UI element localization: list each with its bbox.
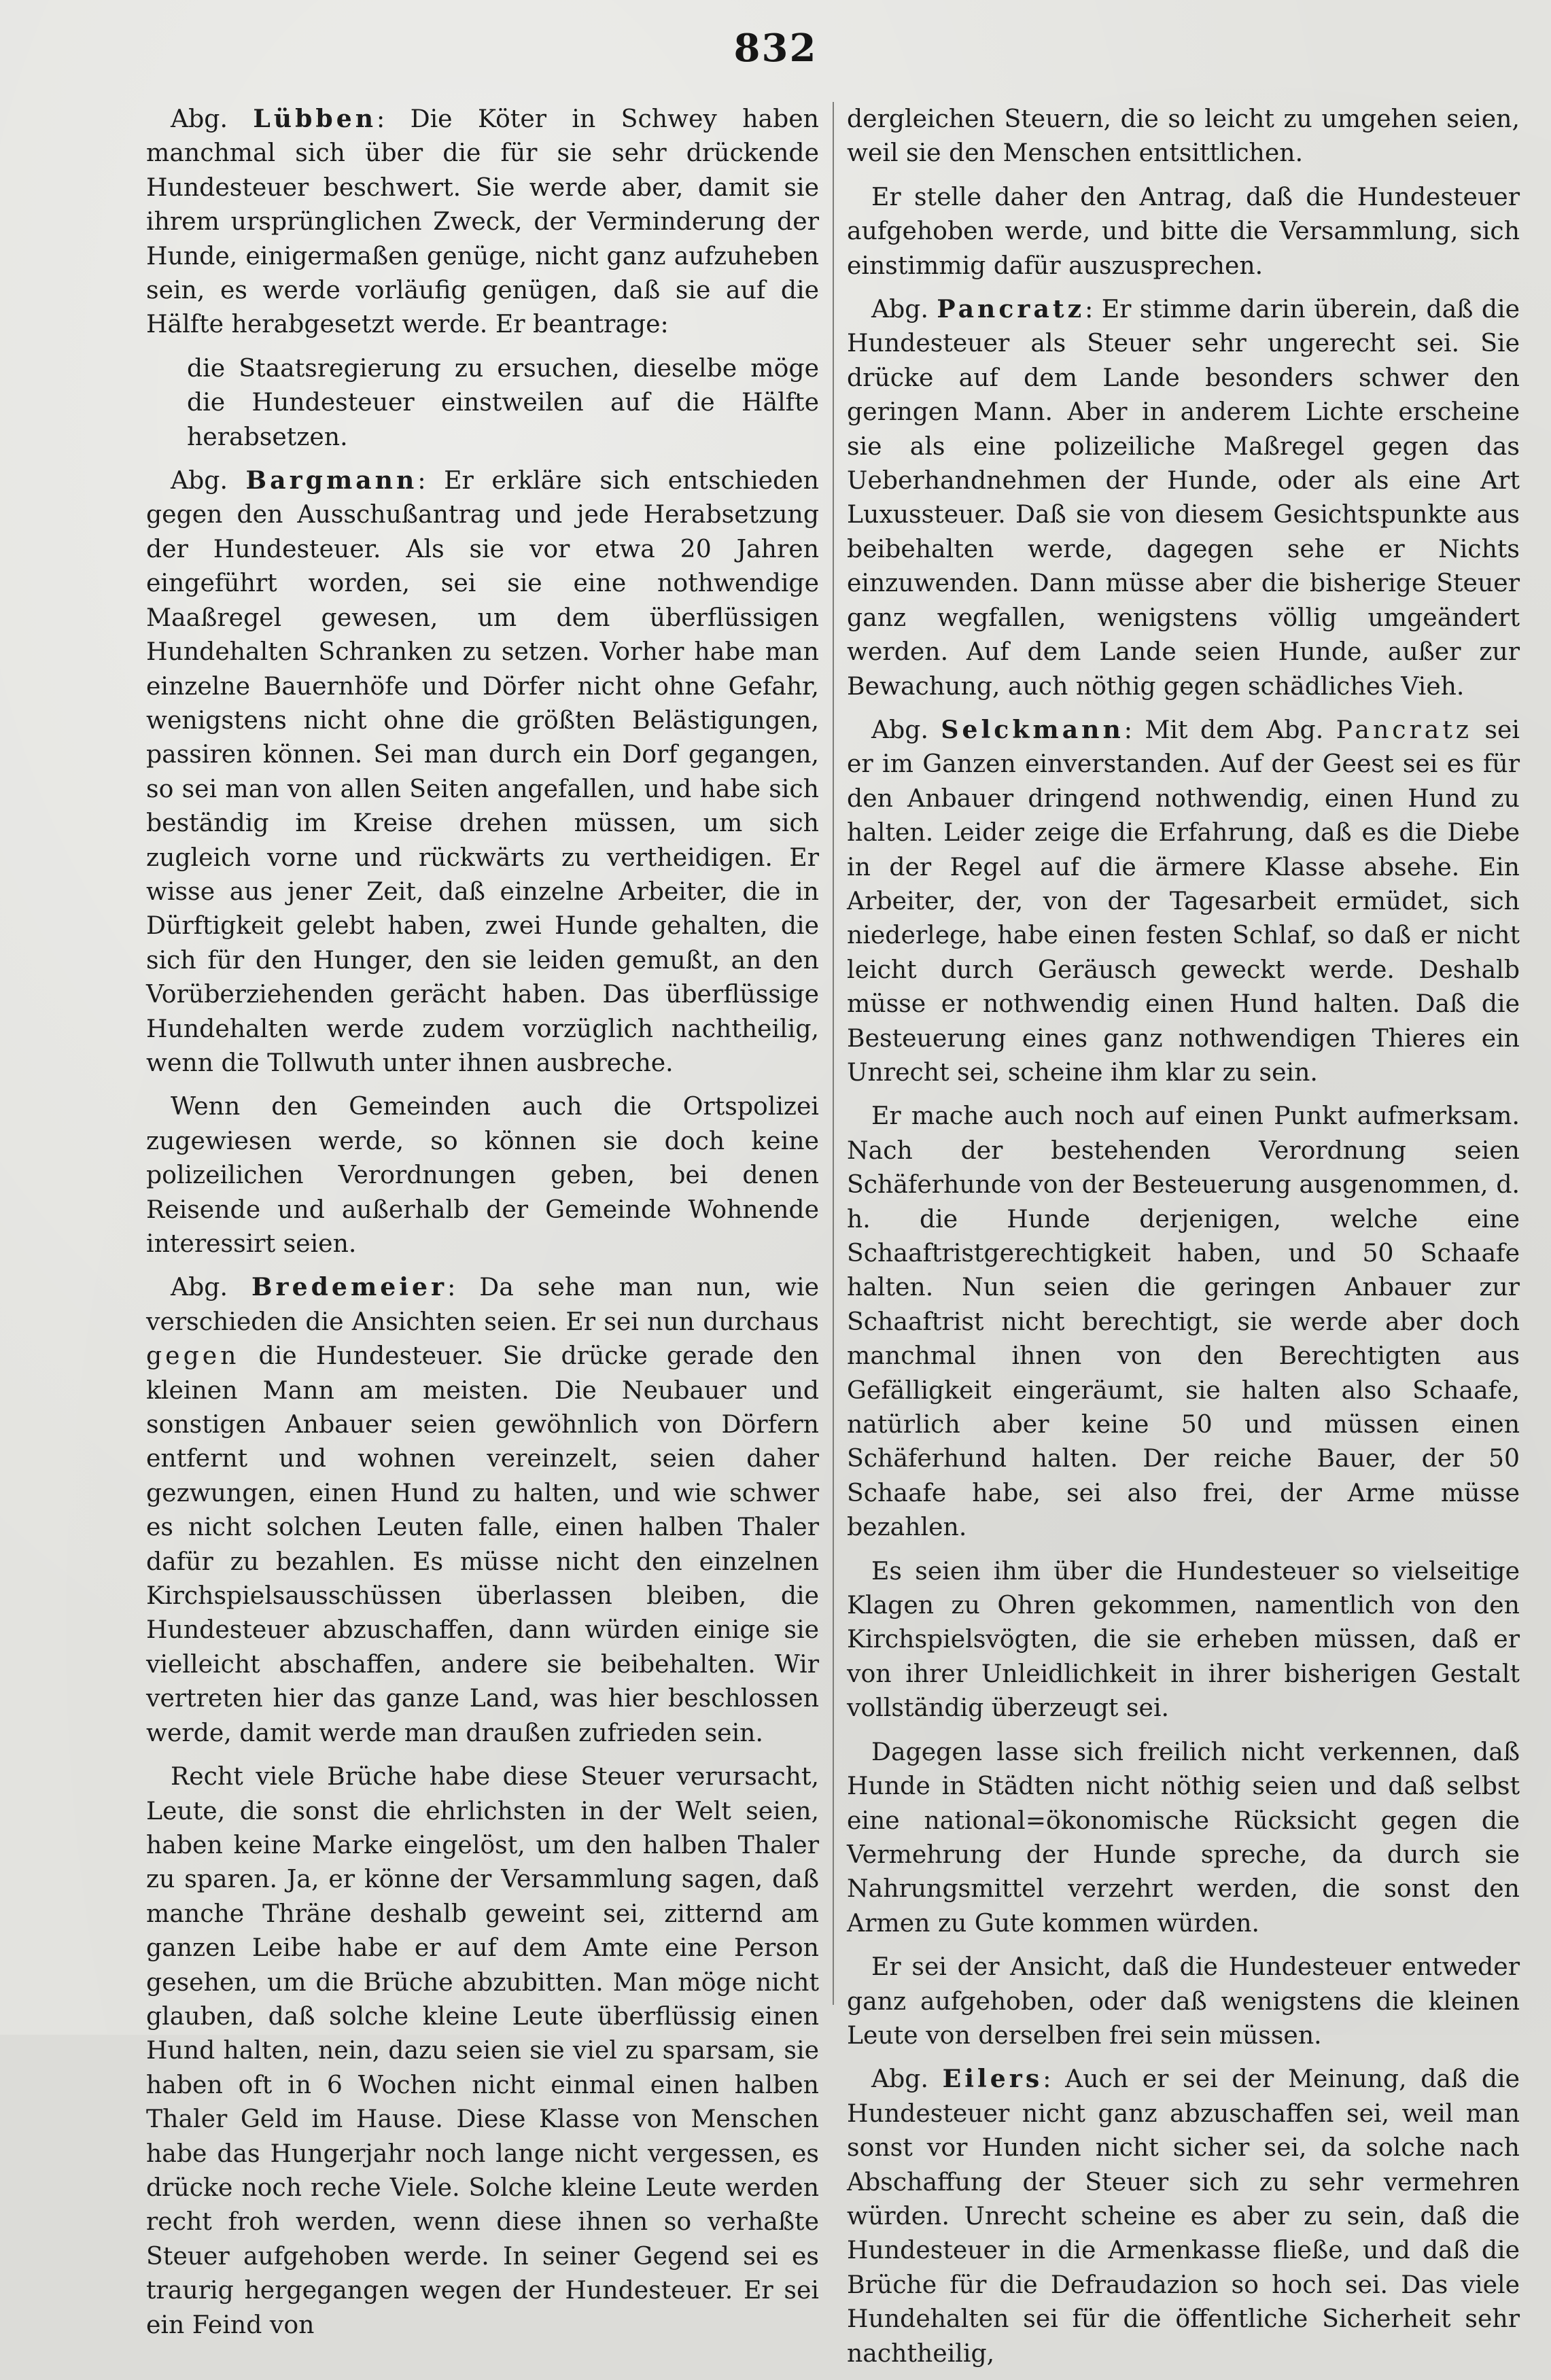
paragraph-text: : Er erkläre sich entschieden gegen den Ausschußantrag und jede Herabsetzung der Hundesteuer. Als sie vor etwa 20 Jahren eingeführt worden, sei sie eine nothwendige Maaßregel gewesen, um dem überflüssigen Hundehalten Schranken zu setzen. Vorher habe man einzelne Bauernhöfe und Dörfer nicht ohne Gefahr, wenigstens nicht ohne die größten Belästigungen, passiren können. Sei man durch ein Dorf gegangen, so sei man von allen Seiten angefallen, und habe sich beständig im Kreise drehen müssen, um sich zugleich vorne und rückwärts zu vertheidigen. Er wisse aus jener Zeit, daß einzelne Arbeiter, die in Dürftigkeit gelebt haben, zwei Hunde gehalten, die sich für den Hunger, den sie leiden gemußt, an den Vorüberziehenden gerächt haben. Das überflüssige Hundehalten werde zudem vorzüglich nachtheilig, wenn die Tollwuth unter ihnen ausbreche.: [146, 466, 819, 1077]
paragraph: [847, 292, 1520, 703]
paragraph-text: Wenn den Gemeinden auch die Ortspolizei zugewiesen werde, so können sie doch keine polizeilichen Verordnungen geben, bei denen Reisende und außerhalb der Gemeinde Wohnende interessirt seien.: [146, 1091, 819, 1258]
paragraph-text: sei er im Ganzen einverstanden. Auf der Geest sei es für den Anbauer dringend nothwendig, einen Hund zu halten. Leider zeige die Erfahrung, daß es die Diebe in der Regel auf die ärmere Klasse absehe. Ein Arbeiter, der, von der Tagesarbeit ermüdet, sich niederlege, habe einen festen Schlaf, so daß er nicht leicht durch Geräusch geweckt werde. Deshalb müsse er nothwendig einen Hund halten. Daß die Besteuerung eines ganz nothwendigen Thieres ein Unrecht sei, scheine ihm klar zu sein.: [847, 714, 1520, 1087]
paragraph: [847, 2062, 1520, 2370]
paragraph-text: Er mache auch noch auf einen Punkt aufmerksam. Nach der bestehenden Verordnung seien Schäferhunde von der Besteuerung ausgenommen, d. h. die Hunde derjenigen, welche eine Schaaftristgerechtigkeit haben, und 50 Schaafe halten. Nun seien die geringen Anbauer zur Schaaftrist nicht berechtigt, sie werde aber doch manchmal ihnen von den Berechtigten aus Gefälligkeit eingeräumt, sie halten also Schaafe, natürlich aber keine 50 und müssen einen Schäferhund halten. Der reiche Bauer, der 50 Schaafe habe, sei also frei, der Arme müsse bezahlen.: [847, 1101, 1520, 1542]
speaker-name: Pancratz: [937, 294, 1085, 324]
paragraph: [146, 102, 819, 342]
paragraph-text: Er stelle daher den Antrag, daß die Hundesteuer aufgehoben werde, und bitte die Versammlung, sich einstimmig dafür auszusprechen.: [847, 181, 1520, 280]
speaker-prefix: Abg.: [171, 466, 246, 495]
speaker-prefix: Abg.: [871, 294, 937, 324]
paragraph-text: : Die Köter in Schwey haben manchmal sich über die für sie sehr drückende Hundesteuer beschwert. Sie werde aber, damit sie ihrem ursprünglichen Zweck, der Verminderung der Hunde, einigermaßen genüge, nicht ganz aufzuheben sein, es werde vorläufig genügen, daß sie auf die Hälfte herabgesetzt werde. Er beantrage:: [146, 104, 819, 339]
speaker-prefix: Abg.: [871, 2064, 943, 2094]
paragraph: [847, 180, 1520, 283]
paragraph-text: : Da sehe man nun, wie verschieden die Ansichten seien. Er sei nun durchaus: [146, 1272, 819, 1336]
paragraph: [146, 1089, 819, 1261]
paragraph: [847, 1735, 1520, 1940]
paragraph-text: Es seien ihm über die Hundesteuer so vielseitige Klagen zu Ohren gekommen, namentlich von den Kirchspielsvögten, die sie erheben müssen, daß er von ihrer Unleidlichkeit in ihrer bisherigen Gestalt vollständig überzeugt sei.: [847, 1556, 1520, 1723]
speaker-name: Bredemeier: [251, 1272, 448, 1302]
left-column: [146, 102, 819, 2351]
paragraph: [847, 1950, 1520, 2052]
page-number: 832: [733, 26, 818, 71]
speaker-name: Lübben: [253, 104, 377, 133]
paragraph-text: dergleichen Steuern, die so leicht zu umgehen seien, weil sie den Menschen entsittlichen.: [847, 104, 1520, 168]
paragraph: [146, 463, 819, 1080]
paragraph: [146, 1270, 819, 1750]
paragraph: [146, 1760, 819, 2342]
paragraph-text: : Er stimme darin überein, daß die Hundesteuer als Steuer sehr ungerecht sei. Sie drücke auf dem Lande besonders schwer den geringen Mann. Aber in anderem Lichte erscheine sie als eine polizeiliche Maßregel gegen das Ueberhandnehmen der Hunde, oder als eine Art Luxussteuer. Daß sie von diesem Gesichtspunkte aus beibehalten werde, dagegen sehe er Nichts einzuwenden. Dann müsse aber die bisherige Steuer ganz wegfallen, wenigstens völlig umgeändert werden. Auf dem Lande seien Hunde, außer zur Bewachung, auch nöthig gegen schädliches Vieh.: [847, 294, 1520, 701]
right-column: [847, 102, 1520, 2380]
speaker-prefix: Abg.: [171, 104, 254, 133]
paragraph: [847, 1099, 1520, 1544]
paragraph: [847, 1554, 1520, 1726]
paragraph-text: die Hundesteuer. Sie drücke gerade den kleinen Mann am meisten. Die Neubauer und sonstigen Anbauer seien gewöhnlich von Dörfern entfernt und wohnen vereinzelt, seien daher gezwungen, einen Hund zu halten, und wie schwer es nicht solchen Leuten falle, einen halben Thaler dafür zu bezahlen. Es müsse nicht den einzelnen Kirchspielsausschüssen überlassen bleiben, die Hundesteuer abzuschaffen, dann würden einige sie vielleicht abschaffen, andere sie beibehalten. Wir vertreten hier das ganze Land, was hier beschlossen werde, damit werde man draußen zufrieden sein.: [146, 1341, 819, 1747]
paragraph-text: Dagegen lasse sich freilich nicht verkennen, daß Hunde in Städten nicht nöthig seien und daß selbst eine national=ökonomische Rücksicht gegen die Vermehrung der Hunde spreche, da durch sie Nahrungsmittel verzehrt werden, die sonst den Armen zu Gute kommen würden.: [847, 1736, 1520, 1938]
paragraph: [847, 713, 1520, 1089]
speaker-name: Selckmann: [941, 714, 1124, 744]
emphasis-text: Pancratz: [1336, 714, 1472, 744]
emphasis-text: gegen: [146, 1341, 240, 1371]
speaker-prefix: Abg.: [171, 1272, 251, 1302]
column-divider: [833, 102, 834, 2005]
speaker-name: Bargmann: [245, 466, 418, 495]
paragraph-text: Er sei der Ansicht, daß die Hundesteuer entweder ganz aufgehoben, oder daß wenigstens die kleinen Leute von derselben frei sein müssen.: [847, 1952, 1520, 2050]
paragraph-text: : Mit dem Abg.: [1123, 714, 1336, 744]
speaker-name: Eilers: [942, 2064, 1043, 2094]
paragraph-text: Recht viele Brüche habe diese Steuer verursacht, Leute, die sonst die ehrlichsten in der Welt seien, haben keine Marke eingelöst, um den halben Thaler zu sparen. Ja, er könne der Versammlung sagen, daß manche Thräne deshalb geweint sei, zitternd am ganzen Leibe habe er auf dem Amte eine Person gesehen, um die Brüche abzubitten. Man möge nicht glauben, daß solche kleine Leute überflüssig einen Hund halten, nein, dazu seien sie viel zu sparsam, sie haben oft in 6 Wochen nicht einmal einen halben Thaler Geld im Hause. Diese Klasse von Menschen habe das Hungerjahr noch lange nicht vergessen, es drücke noch reche Viele. Solche kleine Leute werden recht froh werden, wenn diese ihnen so verhaßte Steuer aufgehoben werde. In seiner Gegend sei es traurig hergegangen wegen der Hundesteuer. Er sei ein Feind von: [146, 1762, 819, 2339]
speaker-prefix: Abg.: [871, 714, 941, 744]
motion-text: die Staatsregierung zu ersuchen, dieselbe möge die Hundesteuer einstweilen auf die Hälfte herabsetzen.: [187, 353, 819, 451]
paragraph: [847, 102, 1520, 171]
paragraph-text: : Auch er sei der Meinung, daß die Hundesteuer nicht ganz abzuschaffen sei, weil man sonst vor Hunden nicht sicher sei, da solche nach Abschaffung der Steuer sich zu sehr vermehren würden. Unrecht scheine es aber zu sein, daß die Hundesteuer in die Armenkasse fließe, und daß die Brüche für die Defraudazion so hoch sei. Das viele Hundehalten sei für die öffentliche Sicherheit sehr nachtheilig,: [847, 2064, 1520, 2368]
